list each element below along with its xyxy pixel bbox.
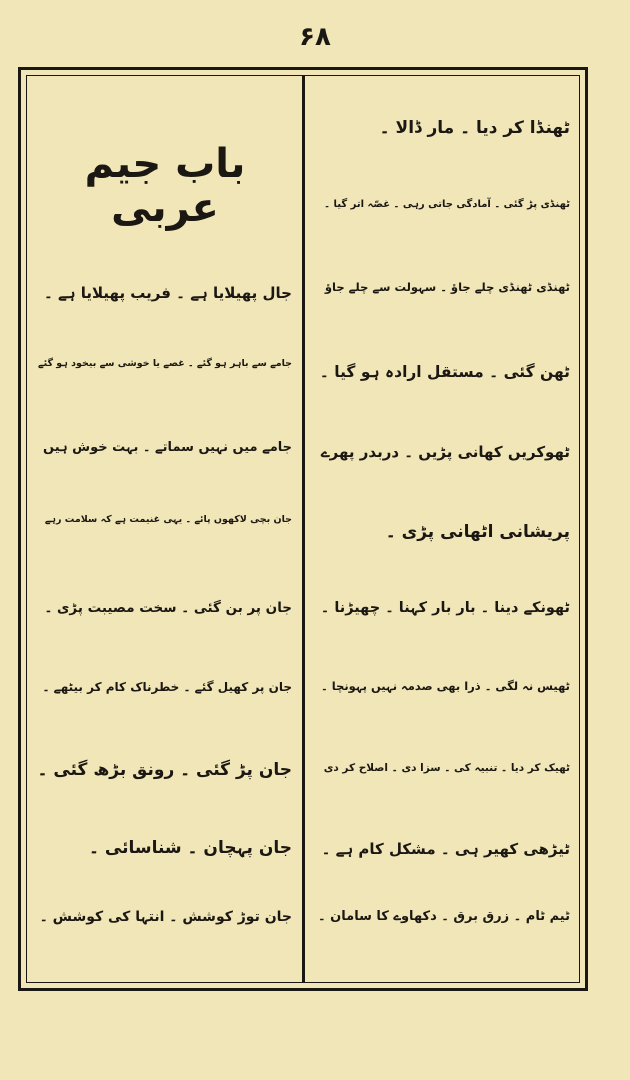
idiom-entry: جان پڑ گئی ۔ رونق بڑھ گئی ۔	[37, 760, 292, 780]
chapter-heading: باب جیم عربی	[84, 141, 246, 231]
page-number: ۶۸	[299, 22, 331, 52]
idiom-entry: جان پہچان ۔ شناسائی ۔	[89, 838, 292, 858]
idiom-entry: ٹھوکریں کھانی پڑیں ۔ دربدر پھرے	[320, 443, 570, 461]
idiom-entry: ٹھونکے دینا ۔ بار بار کہنا ۔ چھیڑنا ۔	[320, 600, 570, 616]
idiom-entry: جامے سے باہر ہو گئے ۔ غصے یا خوشی سے بیخود ہو گئے	[38, 358, 292, 369]
idiom-entry: ٹھنڈی ٹھنڈی چلے جاؤ ۔ سہولت سے چلے جاؤ	[324, 280, 570, 294]
idiom-entry: جان توڑ کوشش ۔ انتہا کی کوشش ۔	[39, 909, 292, 925]
idiom-entry: پریشانی اٹھانی پڑی ۔	[385, 522, 570, 542]
idiom-entry: ٹیڑھی کھیر ہی ۔ مشکل کام ہے ۔	[321, 840, 570, 858]
idiom-entry: جامے میں نہیں سماتے ۔ بہت خوش ہیں	[43, 440, 292, 455]
idiom-entry: ٹھیک کر دیا ۔ تنبیہ کی ۔ سزا دی ۔ اصلاح کر دی	[323, 762, 570, 774]
column-divider	[302, 75, 305, 983]
idiom-entry: ٹھیس نہ لگی ۔ ذرا بھی صدمہ نہیں پہونچا ۔	[321, 679, 570, 693]
idiom-entry: ٹیم ٹام ۔ زرق برق ۔ دکھاوے کا سامان ۔	[318, 909, 570, 924]
idiom-entry: جان پر بن گئی ۔ سخت مصیبت پڑی ۔	[44, 600, 292, 616]
idiom-entry: ٹھن گئی ۔ مستقل ارادہ ہو گیا ۔	[319, 363, 570, 381]
idiom-entry: ٹھنڈا کر دیا ۔ مار ڈالا ۔	[379, 118, 570, 138]
idiom-entry: جان بچی لاکھوں پائے ۔ یہی غنیمت ہے کہ سلامت رہے	[44, 514, 292, 525]
idiom-entry: ٹھنڈی پڑ گئی ۔ آمادگی جاتی رہی ۔ غصّہ اتر گیا ۔	[324, 199, 570, 210]
idiom-entry: جال پھیلایا ہے ۔ فریب پھیلایا ہے ۔	[43, 284, 292, 302]
idiom-entry: جان پر کھیل گئے ۔ خطرناک کام کر بیٹھے ۔	[42, 680, 292, 694]
